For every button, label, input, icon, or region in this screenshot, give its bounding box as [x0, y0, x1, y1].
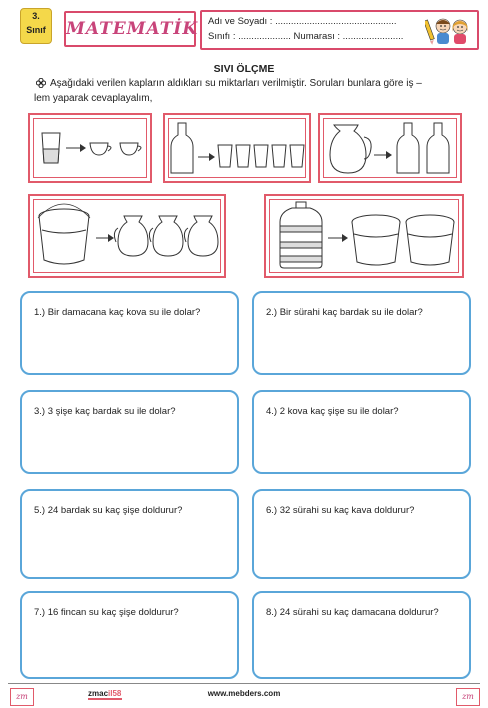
arrow-icon: [96, 234, 114, 242]
bucket-icon: [352, 215, 400, 265]
arrow-icon: [66, 144, 86, 152]
glass-icon: [290, 145, 304, 167]
frame-glass-cups: [28, 113, 152, 183]
class-label: Sınıfı :: [208, 31, 236, 42]
class-number-line: [208, 31, 403, 42]
kids-illustration-icon: [425, 14, 473, 46]
jug-icon: [149, 216, 183, 256]
bottle-icon: [171, 123, 193, 173]
subject-title: MATEMATİK: [64, 11, 196, 47]
glass-icon: [236, 145, 250, 167]
class-field[interactable]: ....................: [238, 31, 291, 42]
question-box-8[interactable]: [252, 591, 471, 679]
question-box-1[interactable]: [20, 291, 239, 375]
jug-icon: [330, 125, 371, 173]
frame-bottle-glasses: [163, 113, 311, 183]
intro-line-2: lem yaparak cevaplayalım,: [34, 93, 153, 104]
question-text: 8.) 24 sürahi su kaç damacana doldurur?: [266, 607, 439, 618]
arrow-icon: [198, 153, 215, 161]
footer-website-link[interactable]: www.mebders.com: [207, 689, 281, 698]
intro-text: [34, 76, 474, 106]
footer-accent-bar: [88, 698, 122, 700]
glass-icon: [254, 145, 268, 167]
bottle-icon: [427, 123, 449, 173]
question-box-7[interactable]: [20, 591, 239, 679]
glass-icon: [218, 145, 232, 167]
grade-number: 3.: [32, 11, 40, 21]
jug-icon: [184, 216, 218, 256]
frame-jug-bottles: [318, 113, 462, 183]
name-line: [208, 16, 397, 27]
bucket-icon: [38, 204, 90, 264]
question-box-4[interactable]: [252, 390, 471, 474]
glass-icon: [42, 133, 60, 163]
question-text: 5.) 24 bardak su kaç şişe doldurur?: [34, 505, 183, 516]
number-field[interactable]: .......................: [342, 31, 404, 42]
question-box-2[interactable]: [252, 291, 471, 375]
footer-divider: [8, 683, 480, 684]
question-text: 4.) 2 kova kaç şişe su ile dolar?: [266, 406, 399, 417]
section-title: SIVI ÖLÇME: [213, 63, 275, 75]
student-info-box: [200, 10, 479, 50]
cup-icon: [120, 143, 141, 155]
water-carboy-icon: [280, 202, 322, 268]
bucket-icon: [406, 215, 454, 265]
zm-logo-left: zm: [10, 688, 34, 706]
grade-label: Sınıf: [26, 25, 46, 35]
cup-icon: [90, 143, 111, 155]
question-box-3[interactable]: [20, 390, 239, 474]
grade-badge: [20, 8, 52, 44]
glass-icon: [272, 145, 286, 167]
number-label: Numarası :: [293, 31, 341, 42]
name-label: Adı ve Soyadı :: [208, 16, 273, 27]
question-text: 7.) 16 fincan su kaç şişe doldurur?: [34, 607, 179, 618]
question-box-5[interactable]: [20, 489, 239, 579]
footer-code-suffix: il58: [108, 689, 122, 698]
intro-line-1: Aşağıdaki verilen kapların aldıkları su miktarları verilmiştir. Soruları bunlara göre iş –: [50, 78, 422, 89]
frame-carboy-buckets: [264, 194, 464, 278]
name-field[interactable]: ..............................................: [275, 16, 397, 27]
jug-icon: [114, 216, 148, 256]
zm-logo-right: zm: [456, 688, 480, 706]
frame-bucket-jugs: [28, 194, 226, 278]
footer-code-prefix: zmac: [88, 689, 109, 698]
bottle-icon: [397, 123, 419, 173]
question-box-6[interactable]: [252, 489, 471, 579]
question-text: 2.) Bir sürahi kaç bardak su ile dolar?: [266, 307, 423, 318]
question-text: 3.) 3 şişe kaç bardak su ile dolar?: [34, 406, 176, 417]
question-text: 6.) 32 sürahi su kaç kava doldurur?: [266, 505, 415, 516]
arrow-icon: [328, 234, 348, 242]
arrow-icon: [374, 151, 392, 159]
question-text: 1.) Bir damacana kaç kova su ile dolar?: [34, 307, 201, 318]
